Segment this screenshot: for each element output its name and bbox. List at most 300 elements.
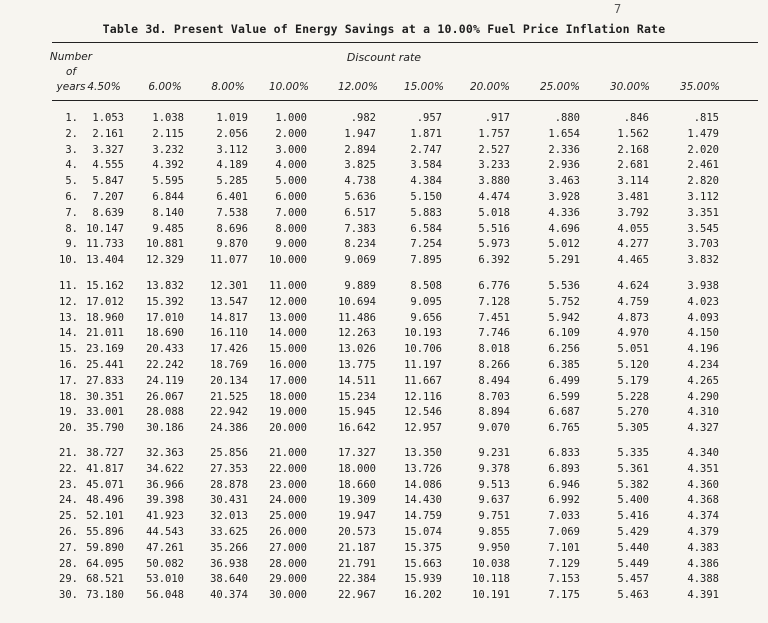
year-label: 1. <box>65 112 78 124</box>
table-cell: 3.327 <box>92 143 124 156</box>
table-cell: 18.660 <box>338 478 376 491</box>
table-cell: 17.000 <box>269 374 307 387</box>
table-cell: 6.687 <box>548 406 580 419</box>
table-cell: 19.309 <box>338 494 376 507</box>
table-cell: 22.000 <box>269 462 307 475</box>
table-cell: 6.946 <box>548 478 580 491</box>
table-cell: 68.521 <box>86 573 124 586</box>
year-label: 13. <box>59 311 78 324</box>
table-row <box>0 525 768 539</box>
table-cell: 28.088 <box>146 406 184 419</box>
table-cell: 21.791 <box>338 557 376 570</box>
table-cell: 5.463 <box>617 589 649 602</box>
table-row <box>0 206 768 220</box>
table-cell: 17.426 <box>210 343 248 356</box>
table-cell: 7.153 <box>548 573 580 586</box>
table-row <box>0 405 768 419</box>
row-header-line: Number <box>49 51 93 63</box>
year-label: 3. <box>65 143 78 156</box>
table-cell: 6.833 <box>548 447 580 459</box>
table-cell: 55.896 <box>86 526 124 538</box>
table-cell: 5.942 <box>548 311 580 324</box>
table-cell: 24.000 <box>269 494 307 507</box>
table-row <box>0 390 768 404</box>
table-cell: 2.894 <box>344 143 376 156</box>
table-cell: 4.000 <box>275 159 307 172</box>
column-header: 6.00% <box>148 81 182 93</box>
table-cell: 30.186 <box>146 422 184 435</box>
year-label: 7. <box>65 206 78 219</box>
table-cell: 12.000 <box>269 295 307 308</box>
table-cell: 3.584 <box>410 159 442 172</box>
table-cell: 39.398 <box>146 494 184 507</box>
table-cell: 32.013 <box>210 510 248 523</box>
table-cell: 25.441 <box>86 359 124 371</box>
table-cell: 9.000 <box>275 238 307 251</box>
table-row <box>0 127 768 141</box>
table-cell: 18.690 <box>146 327 184 340</box>
table-cell: 27.000 <box>269 541 307 554</box>
table-cell: 16.202 <box>404 589 442 602</box>
table-cell: 7.451 <box>478 311 510 324</box>
table-cell: 25.000 <box>269 510 307 523</box>
table-cell: 5.449 <box>617 557 649 570</box>
table-cell: 5.595 <box>152 175 184 188</box>
table-cell: 9.070 <box>478 422 510 435</box>
table-cell: 15.392 <box>146 295 184 308</box>
table-row <box>0 421 768 435</box>
year-label: 20. <box>59 422 78 435</box>
table-cell: 13.026 <box>338 343 376 356</box>
year-label: 23. <box>59 478 78 491</box>
table-cell: 2.000 <box>275 127 307 140</box>
table-cell: 17.012 <box>86 295 124 308</box>
table-cell: 5.973 <box>478 238 510 251</box>
table-cell: 22.242 <box>146 359 184 371</box>
table-cell: 4.327 <box>687 422 719 435</box>
table-cell: 28.000 <box>269 557 307 570</box>
table-cell: 10.881 <box>146 238 184 251</box>
table-cell: 6.256 <box>548 343 580 356</box>
year-label: 29. <box>59 573 78 586</box>
table-cell: 3.825 <box>344 159 376 172</box>
table-cell: 4.196 <box>687 343 719 356</box>
year-label: 6. <box>65 191 78 203</box>
table-cell: 4.277 <box>617 238 649 251</box>
table-row <box>0 572 768 586</box>
table-cell: 3.463 <box>548 175 580 188</box>
table-cell: 27.353 <box>210 462 248 475</box>
table-cell: 14.759 <box>404 510 442 523</box>
table-cell: 29.000 <box>269 573 307 586</box>
year-label: 10. <box>59 254 78 267</box>
table-cell: 7.207 <box>92 191 124 203</box>
year-label: 30. <box>59 589 78 602</box>
table-cell: 1.562 <box>617 127 649 140</box>
table-cell: 15.162 <box>86 280 124 292</box>
table-cell: 12.957 <box>404 422 442 435</box>
table-row <box>0 111 768 125</box>
year-label: 16. <box>59 359 78 371</box>
table-cell: 7.000 <box>275 206 307 219</box>
table-cell: 13.000 <box>269 311 307 324</box>
table-cell: 2.681 <box>617 159 649 172</box>
table-row <box>0 222 768 236</box>
table-cell: 8.508 <box>410 280 442 292</box>
table-row <box>0 237 768 251</box>
table-cell: 5.335 <box>617 447 649 459</box>
table-cell: 9.231 <box>478 447 510 459</box>
table-cell: 6.392 <box>478 254 510 267</box>
table-cell: 4.234 <box>687 359 719 371</box>
table-cell: .846 <box>623 112 649 124</box>
table-cell: .815 <box>693 112 719 124</box>
table-cell: 19.947 <box>338 510 376 523</box>
table-cell: 40.374 <box>210 589 248 602</box>
table-cell: 5.536 <box>548 280 580 292</box>
table-cell: 5.636 <box>344 191 376 203</box>
table-cell: 4.379 <box>687 526 719 538</box>
column-header: 10.00% <box>268 81 310 93</box>
table-cell: 4.474 <box>478 191 510 203</box>
table-cell: 5.270 <box>617 406 649 419</box>
table-cell: 13.404 <box>86 254 124 267</box>
table-cell: 5.400 <box>617 494 649 507</box>
table-cell: 9.095 <box>410 295 442 308</box>
table-cell: 4.093 <box>687 311 719 324</box>
table-cell: 10.038 <box>472 557 510 570</box>
table-cell: 47.261 <box>146 541 184 554</box>
table-cell: .880 <box>554 112 580 124</box>
row-header-line: of <box>65 66 77 78</box>
table-row <box>0 190 768 204</box>
table-cell: 1.479 <box>687 127 719 140</box>
table-cell: 11.486 <box>338 311 376 324</box>
table-cell: 11.733 <box>86 238 124 251</box>
table-cell: 6.109 <box>548 327 580 340</box>
table-cell: 4.368 <box>687 494 719 507</box>
year-label: 5. <box>65 175 78 188</box>
table-cell: 73.180 <box>86 589 124 602</box>
year-label: 4. <box>65 159 78 172</box>
table-cell: 20.433 <box>146 343 184 356</box>
table-cell: 3.351 <box>687 206 719 219</box>
table-cell: 3.114 <box>617 175 649 188</box>
table-cell: 15.000 <box>269 343 307 356</box>
table-cell: 7.175 <box>548 589 580 602</box>
table-cell: 4.189 <box>216 159 248 172</box>
table-cell: 5.429 <box>617 526 649 538</box>
table-cell: 3.703 <box>687 238 719 251</box>
table-cell: 9.485 <box>152 222 184 235</box>
table-cell: 5.305 <box>617 422 649 435</box>
table-cell: 8.266 <box>478 359 510 371</box>
table-cell: 44.543 <box>146 526 184 538</box>
column-group-header: Discount rate <box>346 51 422 64</box>
table-cell: 30.351 <box>86 390 124 403</box>
table-cell: 5.382 <box>617 478 649 491</box>
year-label: 17. <box>59 374 78 387</box>
table-cell: 2.461 <box>687 159 719 172</box>
table-cell: 1.019 <box>216 112 248 124</box>
table-cell: 2.115 <box>152 127 184 140</box>
table-cell: 4.023 <box>687 295 719 308</box>
table-cell: 4.374 <box>687 510 719 523</box>
table-cell: 13.350 <box>404 447 442 459</box>
table-cell: 14.511 <box>338 374 376 387</box>
table-cell: 8.894 <box>478 406 510 419</box>
table-cell: 3.792 <box>617 206 649 219</box>
table-cell: 17.010 <box>146 311 184 324</box>
table-cell: 8.234 <box>344 238 376 251</box>
table-cell: 4.391 <box>687 589 719 602</box>
table-cell: 22.942 <box>210 406 248 419</box>
table-cell: 35.266 <box>210 541 248 554</box>
table-cell: 5.361 <box>617 462 649 475</box>
table-cell: 2.336 <box>548 143 580 156</box>
table-cell: 1.871 <box>410 127 442 140</box>
table-cell: 35.790 <box>86 422 124 435</box>
table-cell: 16.000 <box>269 359 307 371</box>
table-cell: 10.191 <box>472 589 510 602</box>
table-cell: 3.928 <box>548 191 580 203</box>
table-cell: 13.726 <box>404 462 442 475</box>
table-cell: 14.000 <box>269 327 307 340</box>
table-cell: 9.069 <box>344 254 376 267</box>
table-cell: 15.939 <box>404 573 442 586</box>
table-cell: 56.048 <box>146 589 184 602</box>
table-cell: 22.967 <box>338 589 376 602</box>
table-row <box>0 358 768 372</box>
year-label: 9. <box>65 238 78 251</box>
table-cell: 3.233 <box>478 159 510 172</box>
table-cell: 21.000 <box>269 447 307 459</box>
corner-mark: 7 <box>614 2 622 16</box>
year-label: 12. <box>59 295 78 308</box>
column-header: 30.00% <box>609 81 651 93</box>
table-cell: 20.573 <box>338 526 376 538</box>
year-label: 18. <box>59 390 78 403</box>
table-cell: 13.775 <box>338 359 376 371</box>
table-cell: 34.622 <box>146 462 184 475</box>
table-cell: 3.545 <box>687 222 719 235</box>
table-cell: 23.169 <box>86 343 124 356</box>
table-cell: 6.599 <box>548 390 580 403</box>
table-cell: 12.263 <box>338 327 376 340</box>
table-cell: 11.667 <box>404 374 442 387</box>
year-label: 26. <box>59 526 78 538</box>
table-row <box>0 253 768 267</box>
table-cell: 10.118 <box>472 573 510 586</box>
table-cell: 7.746 <box>478 327 510 340</box>
table-cell: 4.336 <box>548 206 580 219</box>
table-cell: 18.960 <box>86 311 124 324</box>
table-cell: 3.880 <box>478 175 510 188</box>
table-cell: 9.656 <box>410 311 442 324</box>
table-cell: 30.431 <box>210 494 248 507</box>
table-row <box>0 158 768 172</box>
table-cell: 9.950 <box>478 541 510 554</box>
table-cell: .957 <box>416 112 442 124</box>
table-cell: 5.000 <box>275 175 307 188</box>
table-row <box>0 342 768 356</box>
table-row <box>0 374 768 388</box>
table-cell: 33.001 <box>86 406 124 419</box>
table-cell: 1.038 <box>152 112 184 124</box>
table-cell: 10.147 <box>86 222 124 235</box>
table-cell: 5.012 <box>548 238 580 251</box>
table-cell: 14.086 <box>404 478 442 491</box>
table-cell: 1.654 <box>548 127 580 140</box>
table-cell: 13.547 <box>210 295 248 308</box>
table-cell: 6.584 <box>410 222 442 235</box>
table-cell: 2.527 <box>478 143 510 156</box>
table-cell: 8.696 <box>216 222 248 235</box>
table-cell: 8.000 <box>275 222 307 235</box>
table-cell: 30.000 <box>269 589 307 602</box>
table-cell: 5.752 <box>548 295 580 308</box>
table-cell: 6.401 <box>216 191 248 203</box>
table-cell: 18.769 <box>210 359 248 371</box>
table-cell: 4.392 <box>152 159 184 172</box>
table-cell: 2.168 <box>617 143 649 156</box>
table-cell: 13.832 <box>146 280 184 292</box>
table-cell: 12.329 <box>146 254 184 267</box>
table-cell: 4.055 <box>617 222 649 235</box>
table-cell: 6.992 <box>548 494 580 507</box>
table-cell: 4.351 <box>687 462 719 475</box>
table-row <box>0 557 768 571</box>
table-cell: 11.000 <box>269 280 307 292</box>
table-cell: 4.738 <box>344 175 376 188</box>
table-cell: 4.384 <box>410 175 442 188</box>
table-cell: 5.457 <box>617 573 649 586</box>
table-cell: 3.481 <box>617 191 649 203</box>
table-cell: 36.966 <box>146 478 184 491</box>
table-cell: 10.706 <box>404 343 442 356</box>
table-row <box>0 509 768 523</box>
table-cell: 10.193 <box>404 327 442 340</box>
table-cell: 4.873 <box>617 311 649 324</box>
table-cell: 5.150 <box>410 191 442 203</box>
table-row <box>0 295 768 309</box>
top-rule <box>52 42 758 43</box>
table-cell: 5.516 <box>478 222 510 235</box>
table-cell: 12.546 <box>404 406 442 419</box>
table-cell: 15.375 <box>404 541 442 554</box>
column-header: 8.00% <box>211 81 245 93</box>
table-cell: 2.020 <box>687 143 719 156</box>
table-cell: 4.360 <box>687 478 719 491</box>
table-cell: 25.856 <box>210 447 248 459</box>
table-cell: 4.290 <box>687 390 719 403</box>
table-cell: 4.970 <box>617 327 649 340</box>
table-cell: 3.232 <box>152 143 184 156</box>
column-header: 35.00% <box>679 81 721 93</box>
table-cell: 8.140 <box>152 206 184 219</box>
table-cell: 2.936 <box>548 159 580 172</box>
table-cell: 7.101 <box>548 541 580 554</box>
table-cell: 2.820 <box>687 175 719 188</box>
table-cell: 4.150 <box>687 327 719 340</box>
table-cell: 26.067 <box>146 390 184 403</box>
table-cell: 48.496 <box>86 494 124 507</box>
table-cell: 4.383 <box>687 541 719 554</box>
table-cell: 50.082 <box>146 557 184 570</box>
table-cell: 21.525 <box>210 390 248 403</box>
table-cell: 1.000 <box>275 112 307 124</box>
table-cell: 52.101 <box>86 510 124 523</box>
table-cell: 17.327 <box>338 447 376 459</box>
table-cell: 5.416 <box>617 510 649 523</box>
table-cell: 11.197 <box>404 359 442 371</box>
table-cell: 5.051 <box>617 343 649 356</box>
table-cell: 1.053 <box>92 112 124 124</box>
table-cell: 3.938 <box>687 280 719 292</box>
table-cell: 28.878 <box>210 478 248 491</box>
column-header: 12.00% <box>337 81 379 93</box>
table-cell: 4.624 <box>617 280 649 292</box>
table-cell: .982 <box>350 112 376 124</box>
year-label: 8. <box>65 222 78 235</box>
table-title: Table 3d. Present Value of Energy Savings at a 10.00% Fuel Price Inflation Rate <box>102 22 666 36</box>
table-cell: 7.254 <box>410 238 442 251</box>
table-cell: 4.310 <box>687 406 719 419</box>
year-label: 27. <box>59 541 78 554</box>
table-cell: .917 <box>484 112 510 124</box>
year-label: 25. <box>59 510 78 523</box>
year-label: 2. <box>65 127 78 140</box>
table-cell: 64.095 <box>86 557 124 570</box>
table-cell: 11.077 <box>210 254 248 267</box>
table-cell: 38.727 <box>86 447 124 459</box>
table-cell: 15.945 <box>338 406 376 419</box>
table-cell: 4.265 <box>687 374 719 387</box>
column-header: 15.00% <box>403 81 445 93</box>
table-row <box>0 478 768 492</box>
table-cell: 16.642 <box>338 422 376 435</box>
table-cell: 7.895 <box>410 254 442 267</box>
table-cell: 5.440 <box>617 541 649 554</box>
table-cell: 10.000 <box>269 254 307 267</box>
table-row <box>0 143 768 157</box>
table-cell: 45.071 <box>86 478 124 491</box>
year-label: 11. <box>59 280 78 292</box>
table-cell: 9.870 <box>216 238 248 251</box>
column-header: 4.50% <box>87 81 121 93</box>
table-cell: 7.128 <box>478 295 510 308</box>
table-row <box>0 588 768 602</box>
table-cell: 36.938 <box>210 557 248 570</box>
table-cell: 6.844 <box>152 191 184 203</box>
table-cell: 8.018 <box>478 343 510 356</box>
table-cell: 3.832 <box>687 254 719 267</box>
table-cell: 9.378 <box>478 462 510 475</box>
table-cell: 5.179 <box>617 374 649 387</box>
table-cell: 1.947 <box>344 127 376 140</box>
table-cell: 7.383 <box>344 222 376 235</box>
table-cell: 21.187 <box>338 541 376 554</box>
table-cell: 3.000 <box>275 143 307 156</box>
table-cell: 8.494 <box>478 374 510 387</box>
table-cell: 22.384 <box>338 573 376 586</box>
table-row <box>0 311 768 325</box>
table-cell: 6.765 <box>548 422 580 435</box>
table-cell: 41.923 <box>146 510 184 523</box>
table-cell: 20.134 <box>210 374 248 387</box>
table-row <box>0 493 768 507</box>
table-row <box>0 541 768 555</box>
